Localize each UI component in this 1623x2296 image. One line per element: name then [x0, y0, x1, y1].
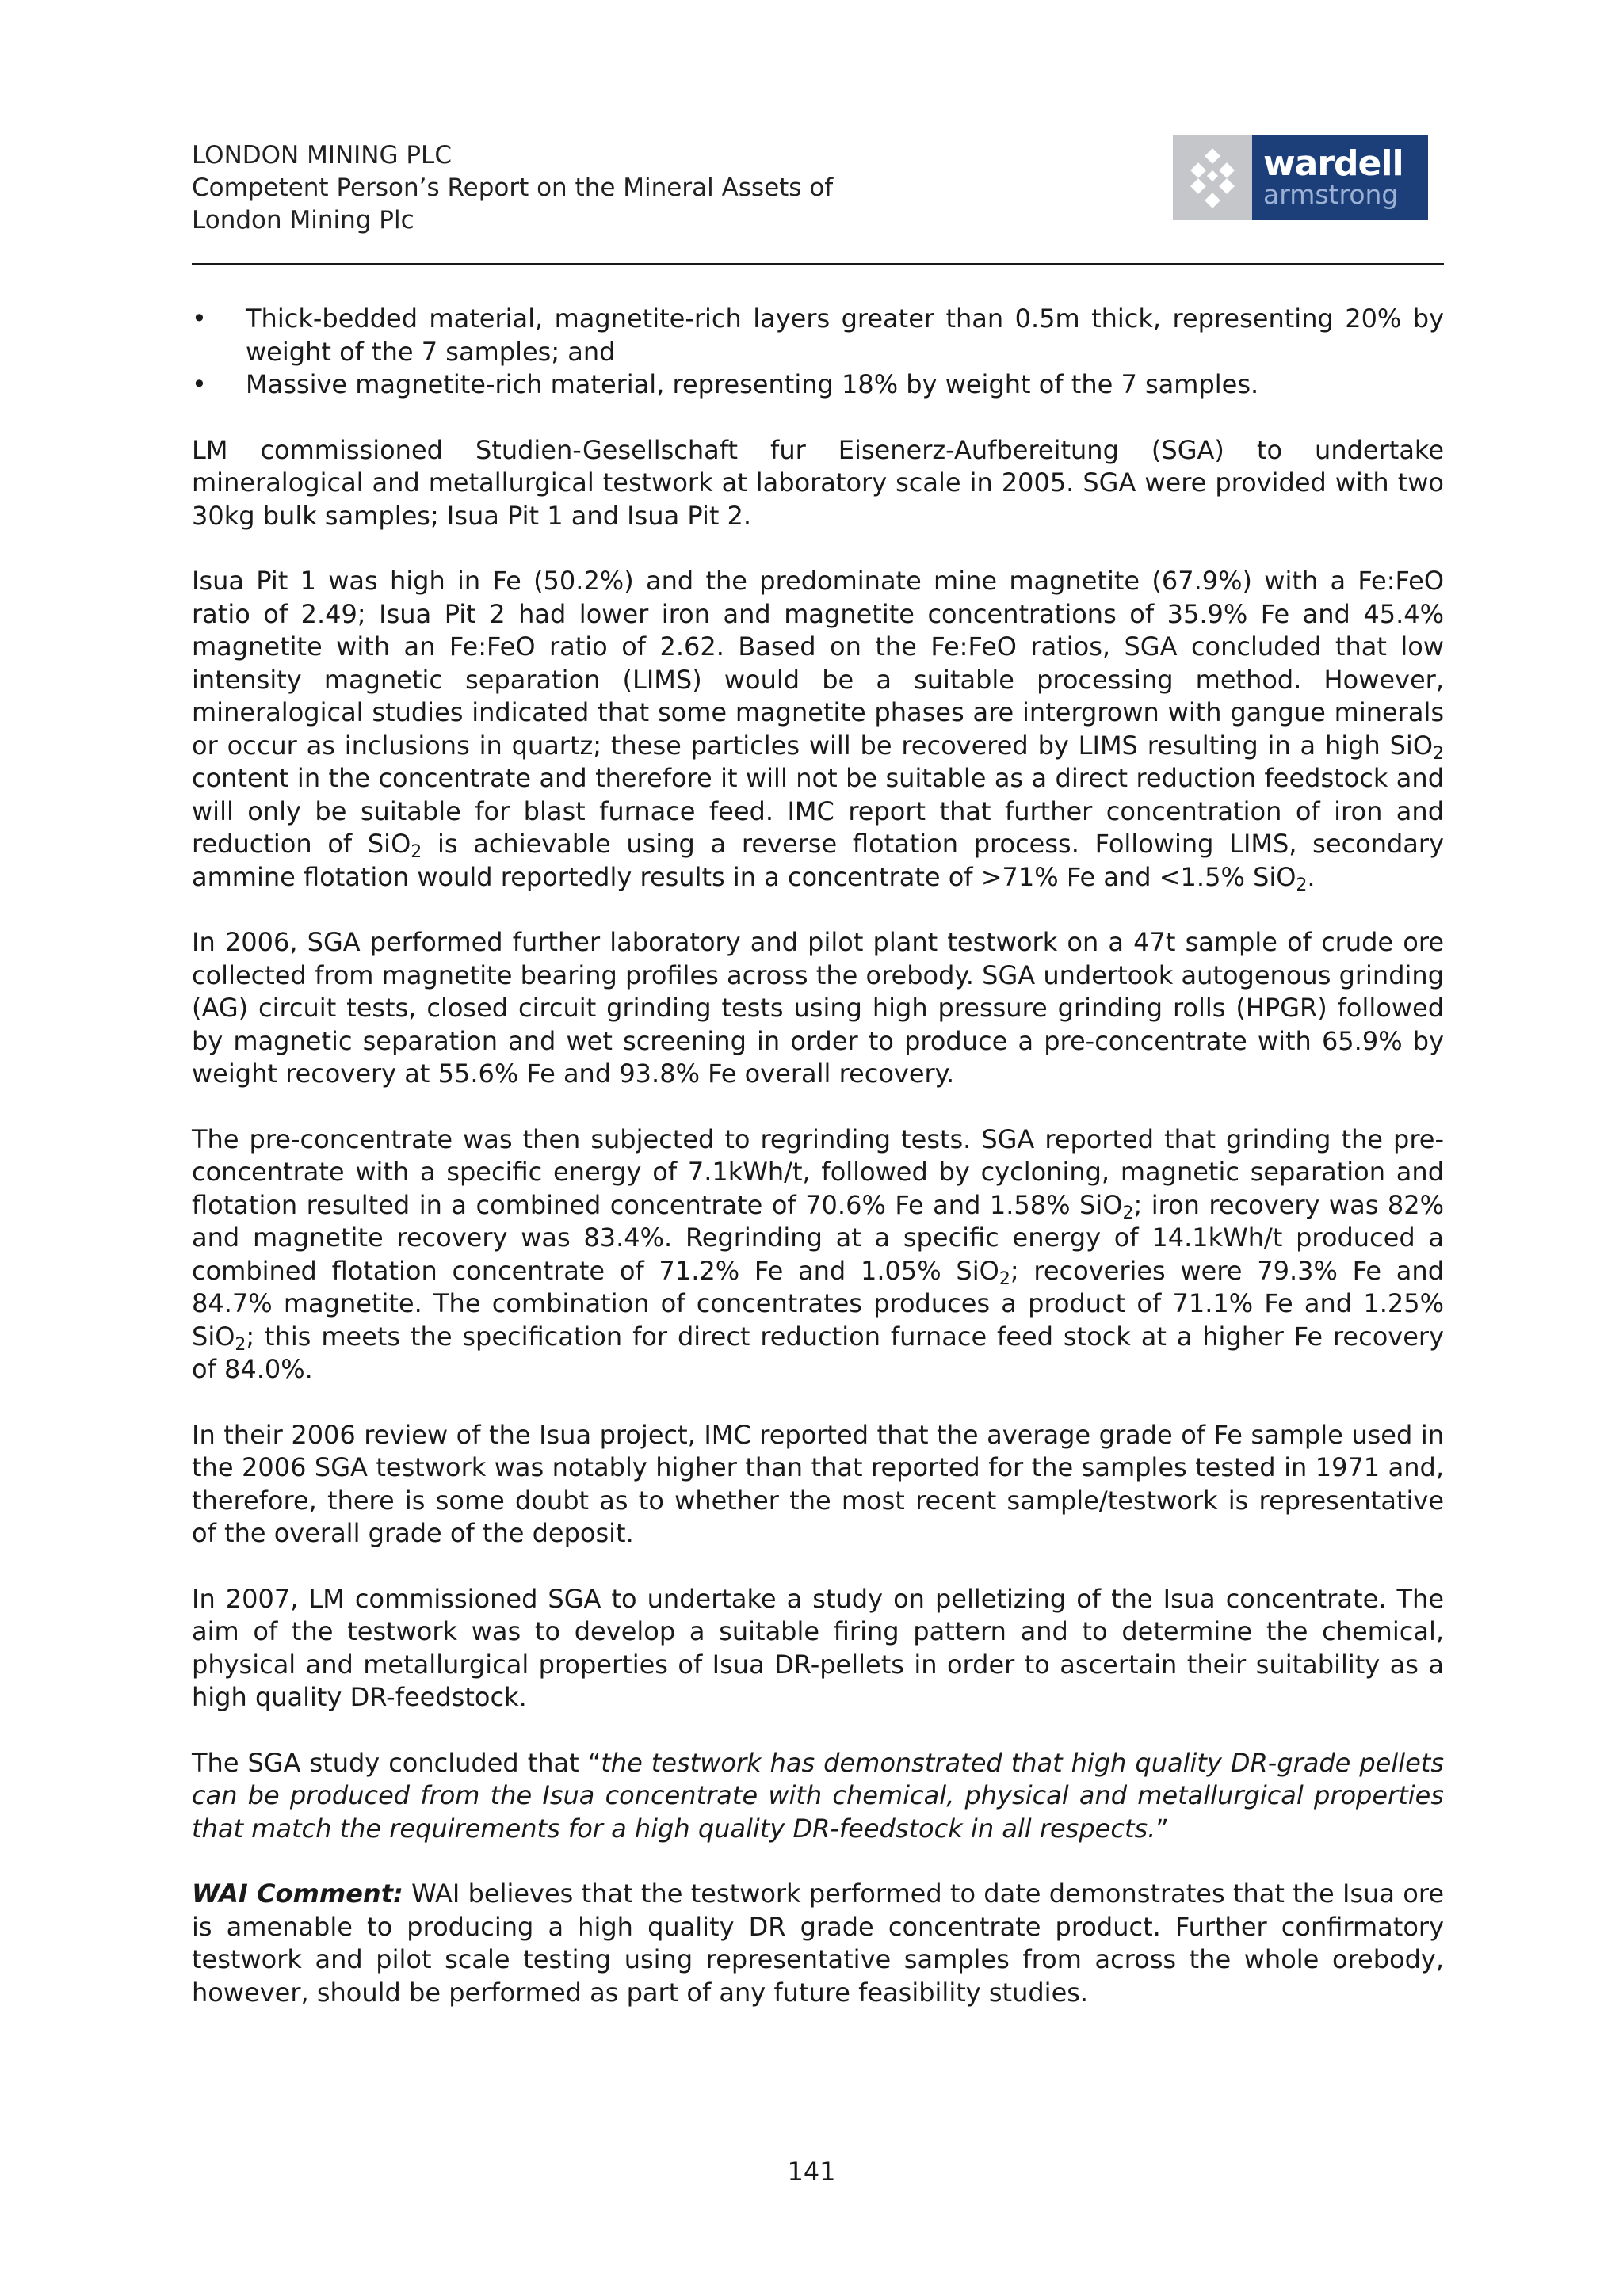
list-item-text: Thick-bedded material, magnetite-rich layers greater than 0.5m thick, representing 20% by weight of the 7 samples; and: [246, 303, 1444, 367]
subscript: 2: [235, 1334, 246, 1355]
paragraph-sga-2006: In 2006, SGA performed further laboratory and pilot plant testwork on a 47t sample of crude ore collected from magnetite bearing profiles across the orebody. SGA undertook autogenous grinding (AG) circuit tests, closed circuit grinding tests using high pressure grinding rolls (HPGR) followed by magnetic separation and wet screening in order to produce a pre-concentrate with 65.9% by weight recovery at 55.6% Fe and 93.8% Fe overall recovery.: [192, 927, 1444, 1089]
subscript: 2: [1296, 875, 1308, 895]
quote-text: the testwork has demonstrated that high quality DR-grade pellets can be produced from the Isua concentrate with chemical, physical and metallurgical properties that match the requirements for a high quality DR-feedstock in all respects.: [192, 1747, 1445, 1844]
bullet-symbol: •: [192, 369, 207, 399]
wardell-armstrong-logo: [1173, 135, 1428, 220]
text-run: ”: [1155, 1813, 1169, 1844]
header-subject: London Mining Plc: [192, 206, 414, 235]
logo-diamond-icon: [1173, 135, 1252, 220]
subscript: 2: [411, 842, 422, 862]
text-run: WAI believes that the testwork performed to date demonstrates that the Isua ore is amenable to producing a high quality DR grade concentrate product. Further confirmatory testwork and pilot scale testing using representative samples from across the whole orebody, however, should be performed as part of any future feasibility studies.: [192, 1878, 1445, 2008]
page-number: 141: [787, 2157, 836, 2187]
subscript: 2: [999, 1268, 1010, 1289]
logo-sub: armstrong: [1263, 179, 1399, 210]
paragraph-imc-review: In their 2006 review of the Isua project, IMC reported that the average grade of Fe sample used in the 2006 SGA testwork was notably higher than that reported for the samples tested in 1971 and, therefore, there is some doubt as to whether the most recent sample/testwork is representative of the overall grade of the deposit.: [192, 1419, 1444, 1548]
header-divider: [192, 263, 1444, 265]
list-item-text: Massive magnetite-rich material, representing 18% by weight of the 7 samples.: [246, 369, 1259, 399]
paragraph-sga-conclusion: [192, 1747, 1444, 1846]
header-company: LONDON MINING PLC: [192, 141, 452, 170]
list-item: [192, 368, 1444, 402]
text-run: ; iron recovery was 82% and magnetite recovery was 83.4%. Regrinding at a specific energy of 14.1kWh/t produced a combined flotation concentrate of 71.2% Fe and 1.05% SiO: [192, 1189, 1445, 1286]
logo-wordmark: [1252, 135, 1428, 220]
subscript: 2: [1122, 1203, 1134, 1223]
text-run: .: [1307, 861, 1316, 892]
subscript: 2: [1433, 743, 1444, 764]
paragraph-regrinding: [192, 1123, 1444, 1386]
paragraph-wai-comment: [192, 1878, 1444, 2009]
paragraph-isua-pits: [192, 565, 1444, 894]
logo-word: wardell: [1263, 143, 1403, 184]
text-run: ; recoveries were 79.3% Fe and 84.7% magnetite. The combination of concentrates produces a product of 71.1% Fe and 1.25% SiO: [192, 1255, 1445, 1352]
bullet-symbol: •: [192, 303, 207, 334]
list-item: [192, 303, 1444, 368]
wai-comment-label: WAI Comment:: [192, 1878, 403, 1909]
bullet-list: [192, 303, 1444, 402]
header-report-title: Competent Person’s Report on the Mineral Assets of: [192, 174, 834, 202]
text-run: ; this meets the specification for direct reduction furnace feed stock at a higher Fe recovery of 84.0%.: [192, 1321, 1444, 1384]
paragraph-sga-2005: LM commissioned Studien-Gesellschaft fur Eisenerz-Aufbereitung (SGA) to undertake mineralogical and metallurgical testwork at laboratory scale in 2005. SGA were provided with two 30kg bulk samples; Isua Pit 1 and Isua Pit 2.: [192, 434, 1444, 531]
text-run: The pre-concentrate was then subjected to regrinding tests. SGA reported that grinding the pre-concentrate with a specific energy of 7.1kWh/t, followed by cycloning, magnetic separation and flotation resulted in a combined concentrate of 70.6% Fe and 1.58% SiO: [192, 1123, 1444, 1220]
page-body: [192, 303, 1444, 2042]
text-run: The SGA study concluded that “: [192, 1747, 601, 1778]
text-run: Isua Pit 1 was high in Fe (50.2%) and the predominate mine magnetite (67.9%) with a Fe:FeO ratio of 2.49; Isua Pit 2 had lower iron and magnetite concentrations of 35.9% Fe and 45.4% magnetite with an Fe:FeO ratio of 2.62. Based on the Fe:FeO ratios, SGA concluded that low intensity magnetic separation (LIMS) would be a suitable processing method. However, mineralogical studies indicated that some magnetite phases are intergrown with gangue minerals or occur as inclusions in quartz; these particles will be recovered by LIMS resulting in a high SiO: [192, 566, 1444, 761]
text-run: is achievable using a reverse flotation process. Following LIMS, secondary ammine flotation would reportedly results in a concentrate of >71% Fe and <1.5% SiO: [192, 829, 1445, 892]
paragraph-pelletizing: In 2007, LM commissioned SGA to undertake a study on pelletizing of the Isua concentrate. The aim of the testwork was to develop a suitable firing pattern and to determine the chemical, physical and metallurgical properties of Isua DR-pellets in order to ascertain their suitability as a high quality DR-feedstock.: [192, 1583, 1444, 1712]
text-run: content in the concentrate and therefore it will not be suitable as a direct reduction feedstock and will only be suitable for blast furnace feed. IMC report that further concentration of iron and reduction of SiO: [192, 763, 1444, 859]
